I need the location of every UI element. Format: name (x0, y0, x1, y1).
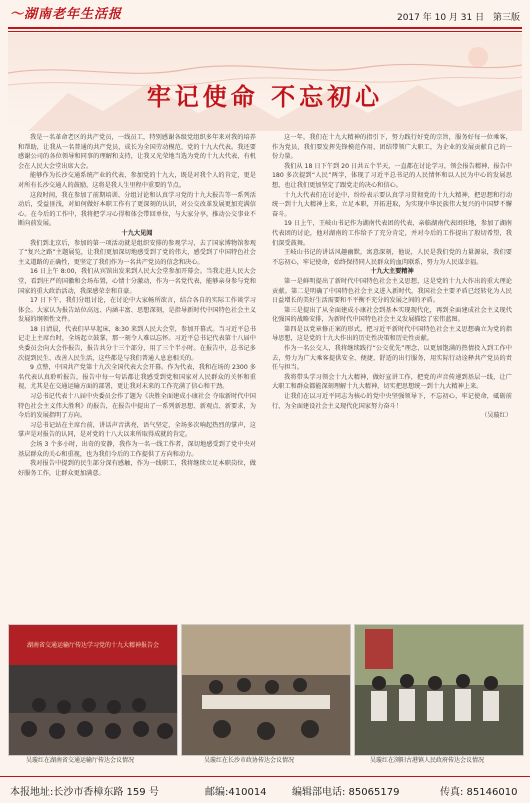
article-paragraph: 我们从 18 日下午到 20 日共五个半天，一直都在讨论学习，领会报告精神，报告中 180 多次提到“人民”两字，体现了习近平总书记的人民情怀和以人民为中心的发展思想，也让我们更加坚定了跟党走的决心和信心。 (272, 162, 512, 189)
article-paragraph: 王岐山书记的讲话风趣幽默，寓意深刻，他说，人民是我们党的力量源泉，我们要不忘初心，牢记使命，始终保持同人民群众的血肉联系，努力为人民谋幸福。 (272, 249, 512, 266)
newspaper-footer (0, 776, 530, 803)
article-paragraph: 第四是以党章修正案的形式，把习近平新时代中国特色社会主义思想确立为党的指导思想，这是党的十九大作出的历史性决策和历史性贡献。 (272, 325, 512, 343)
headline-banner (8, 33, 522, 131)
article-column-right (272, 133, 512, 421)
article-headline: 牢记使命 不忘初心 (146, 82, 384, 111)
photo-caption: 吴璇红在浏阳古港镇人民政府传达会议情况 (370, 757, 485, 764)
photo-cppcc-meeting (181, 624, 351, 756)
article-paragraph: 我将带头学习领会十九大精神，做好宣讲工作，把党的声音传递到基层一线，让广大职工和群众都能深刻理解十九大精神，切实把思想统一到十九大精神上来。 (272, 373, 512, 391)
photo-township-meeting (354, 624, 524, 756)
article-paragraph: 这段时间，我在参加了前期培训、分组讨论和认真学习党的十九大报告等一系列活动后，受益匪浅，对如何做好本职工作有了更深刻的认识，对公交改革发展更加充满信心。在今后的工作中，我将把学习心得和体会带回单位，与大家分享，推动公交事业不断向前发展。 (18, 191, 256, 228)
header-rule (8, 27, 522, 29)
article-paragraph: 能够作为长沙交通系统产业的代表，参加党的十九大，既是对我个人的肯定，更是对所有长沙交通人的鼓励，这将是我人生里程中重要的节点。 (18, 172, 256, 189)
article-paragraph: 第一是鲜明提出了新时代中国特色社会主义思想，这是党的十九大作出的重大理论贡献。第二是明确了中国特色社会主义进入新时代，我国社会主要矛盾已经转化为人民日益增长的美好生活需要和不平衡不充分的发展之间的矛盾。 (272, 277, 512, 305)
photo-transport-meeting (8, 624, 178, 756)
article-paragraph: 第三是提出了从全面建成小康社会到基本实现现代化，再到全面建成社会主义现代化强国的战略安排，为新时代中国特色社会主义发展描绘了宏伟蓝图。 (272, 306, 512, 324)
article-paragraph: 17 日下午，我们分组讨论，在讨论中大家畅所欲言，结合各自的实际工作谈学习体会。大家认为报告站位高远、内涵丰富、思想深刻，是指导新时代中国特色社会主义发展的纲领性文件。 (18, 297, 256, 324)
masthead (0, 0, 530, 28)
article-paragraph: 会场 3 个多小时，出奇的安静，我作为一名一线工作者，深切地感受到了党中央对基层群众的关心和重视，也为我们今后的工作提供了方向和动力。 (18, 441, 256, 458)
page-number: 第三版 (492, 13, 520, 23)
section-subheading: 十九大主要精神 (370, 268, 414, 276)
article-paragraph: 我是一名革命老区的共产党员，一线员工，特别感谢各级党组织多年来对我的培养和帮助，让我从一名普通的共产党员，成长为全国劳动模范、党的十九大代表。我还要感谢公司的各位领导和同事的理解和支持，让我又光荣地当选为党的十九大代表，有机会在人民大会堂出席大会。 (18, 134, 256, 170)
meeting-banner-text: 湖南省交通运输厅传达学习党的十九大精神报告会 (26, 642, 160, 649)
article-paragraph: 18 日清晨，代表们早早起床，8:30 来到人民大会堂，参加开幕式。当习近平总书记走上主席台时，全场起立鼓掌，那一刻令人难以忘怀。习近平总书记代表第十八届中央委员会向大会作报告，报告共分十三个部分，用了三个半小时。在报告中，总书记多次提到民生、改善人民生活，这些都是与我们普通人息息相关的。 (18, 325, 256, 362)
logo-swoosh-icon: 〜 (10, 7, 25, 22)
article-paragraph: 我们到北京后，参加的第一项活动就是组织安排的参观学习，去了国家博物馆参观了“复兴之路”主题展览，让我们更加深切地感受到了党的伟大，感受到了中国特色社会主义道路的正确性，更坚定了我们作为一名共产党员的信念和决心。 (18, 239, 256, 266)
footer-address: 本报地址:长沙市香樟东路 159 号 (10, 787, 159, 798)
footer-postcode: 邮编:410014 (205, 787, 267, 798)
article-paragraph: 这一年，我们在十九大精神的指引下，努力践行好党的宗旨，服务好每一位乘客，作为党员，我们要发挥先锋模范作用，团结带领广大职工，为企业的发展贡献自己的一份力量。 (272, 134, 512, 161)
newspaper-logo: 〜湖南老年生活报 (10, 7, 123, 22)
article-paragraph: 19 日上午，王岐山书记作为湖南代表团的代表，亲临湖南代表团驻地，参加了湖南代表团的讨论，他对湖南的工作给予了充分肯定，并对今后的工作提出了殷切希望，我们深受鼓舞。 (272, 220, 512, 247)
author-signature: （吴璇红） (481, 412, 512, 420)
article-paragraph: 9 点整，中国共产党第十九次全国代表大会开幕。作为代表，我和在场的 2300 多名代表认真聆听报告，报告中每一句话都让我感受到党和国家对人民群众的关怀和重视，尤其是在交通运输方面的部署，更让我对未来的工作充满了信心和干劲。 (18, 364, 256, 391)
article-paragraph: 十九大代表们在讨论中，纷纷表示要认真学习贯彻党的十九大精神，把思想和行动统一到十九大精神上来，立足本职，开拓进取，为实现中华民族伟大复兴的中国梦不懈奋斗。 (272, 191, 512, 218)
section-subheading: 十九大见闻 (121, 229, 153, 237)
footer-fax: 传真: 85146010 (440, 787, 518, 798)
article-paragraph: 习总书记代表十八届中央委员会作了题为《决胜全面建成小康社会 夺取新时代中国特色社会主义伟大胜利》的报告，在报告中提出了一系列新思想、新观点、新要求，为今后的发展指明了方向。 (18, 393, 256, 420)
article-column-left (18, 133, 256, 478)
article-paragraph: 让我们在以习近平同志为核心的党中央坚强领导下，不忘初心，牢记使命，砥砺前行，为全面建设社会主义现代化国家努力奋斗！ (272, 393, 512, 410)
footer-phone: 编辑部电话: 85065179 (292, 787, 400, 798)
header-rule-thin (8, 31, 522, 32)
photo-strip (8, 624, 522, 774)
article-paragraph: 16 日上午 8:00，我们从宾馆出发来到人民大会堂参加开幕会。当我走进人民大会堂，看到庄严的国徽和会场布置，心情十分激动，作为一名党代表，能够亲身参与党和国家的重大政治活动，我深感荣幸和自豪。 (18, 268, 256, 295)
photo-caption: 吴璇红在湖南省交通运输厅传达会议情况 (26, 757, 135, 764)
article-paragraph: 作为一名公交人，我将继续践行“公交优先”理念，以更加饱满的热情投入到工作中去，努力为广大乘客提供安全、便捷、舒适的出行服务，用实际行动诠释共产党员的责任与担当。 (272, 345, 512, 372)
article-paragraph: 我对报告中提到的民生部分深有感触，作为一线职工，我将继续立足本职岗位，做好服务工作，让群众更加满意。 (18, 460, 256, 477)
photo-caption: 吴璇红在长沙市政协传达会议情况 (204, 757, 295, 764)
issue-dateline (391, 10, 520, 23)
issue-date: 2017 年 10 月 31 日 (396, 13, 485, 23)
article-paragraph: 习总书记站在主席台前，讲话声音洪亮，语气坚定，全场多次响起热烈的掌声，这掌声是对报告的认同，是对党的十八大以来所取得成就的肯定。 (18, 421, 256, 439)
